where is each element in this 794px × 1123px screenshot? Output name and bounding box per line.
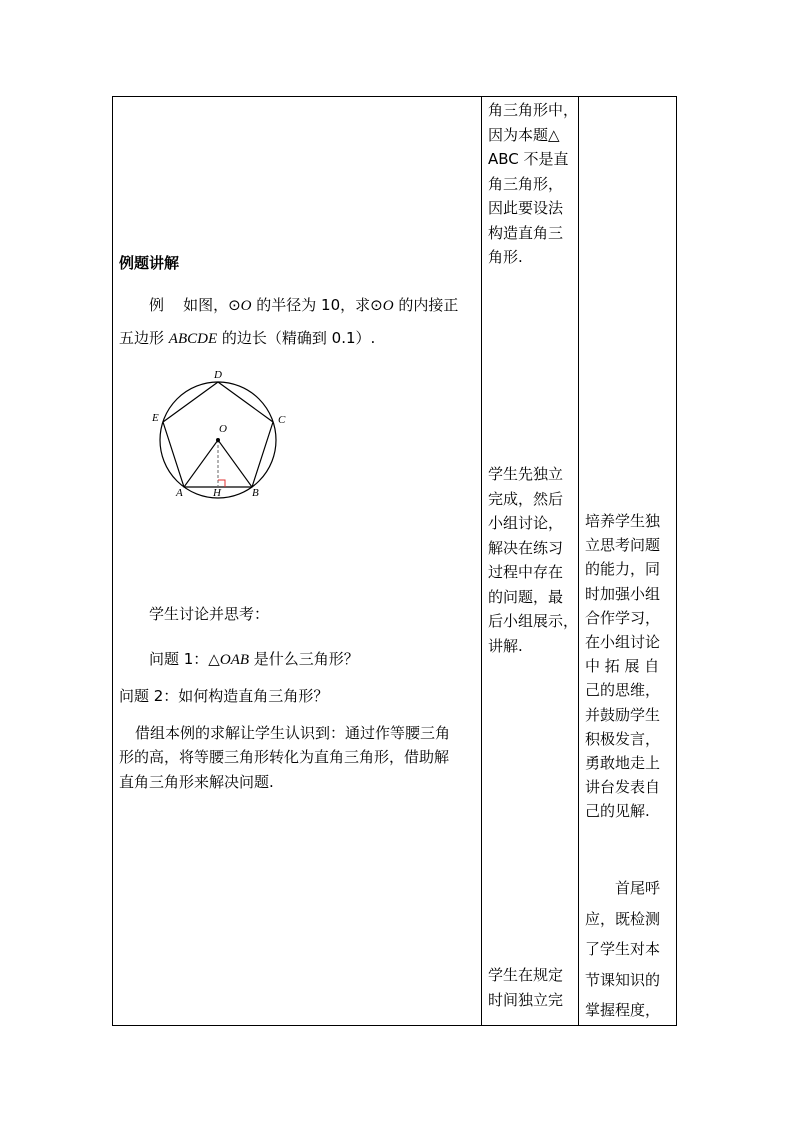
label-c: C bbox=[278, 414, 286, 426]
col2-mid-text: 学生先独立 完成，然后 小组讨论， 解决在练习 过程中存在 的问题，最 后小组展示， 讲解. bbox=[488, 465, 579, 655]
teaching-content-cell bbox=[113, 97, 482, 1026]
design-intent-cell bbox=[579, 97, 677, 1026]
section-title: 例题讲解 bbox=[119, 254, 180, 272]
col2-top-text: 角三角形中， 因为本题△ ABC 不是直 角三角形， 因此要设法 构造直角三 角形. bbox=[488, 101, 579, 266]
conclusion-line-1: 借组本例的求解让学生认识到：通过作等腰三角 bbox=[135, 724, 451, 742]
example-line-2: 五边形 ABCDE 的边长（精确到 0.1）. bbox=[119, 329, 376, 347]
question-1: 问题 1：△OAB 是什么三角形？ bbox=[149, 650, 359, 668]
right-angle-mark bbox=[218, 480, 225, 487]
center-point bbox=[216, 438, 220, 442]
lesson-table bbox=[112, 96, 677, 1026]
col2-bottom-text: 学生在规定 时间独立完 bbox=[488, 966, 564, 1009]
discussion-text: 学生讨论并思考： bbox=[149, 605, 270, 623]
segment-oa bbox=[184, 440, 218, 487]
example-label: 例 bbox=[149, 296, 165, 314]
question-2: 问题 2：如何构造直角三角形？ bbox=[119, 687, 329, 705]
col3-bottom-text: 首尾呼 应，既检测 了学生对本 节课知识的 掌握程度， bbox=[585, 879, 661, 1019]
conclusion-line-3: 直角三角形来解决问题. bbox=[119, 773, 274, 791]
label-a: A bbox=[176, 487, 183, 499]
label-e: E bbox=[152, 412, 159, 424]
col3-mid-text: 培养学生独 立思考问题 的能力，同 时加强小组 合作学习， 在小组讨论 中 拓 展 自 己的思维， 并鼓励学生 积极发言， 勇敢地走上 讲台发表自 己的见解. bbox=[585, 512, 661, 821]
conclusion-line-2: 形的高，将等腰三角形转化为直角三角形，借助解 bbox=[119, 748, 450, 766]
student-activity-cell bbox=[482, 97, 579, 1026]
label-h: H bbox=[213, 487, 221, 499]
label-b: B bbox=[252, 487, 259, 499]
example-line-1: 例 如图，⊙O 的半径为 10，求⊙O 的内接正 bbox=[149, 296, 459, 314]
pentagon-figure bbox=[151, 367, 287, 501]
label-o: O bbox=[219, 423, 227, 435]
label-d: D bbox=[214, 369, 222, 381]
